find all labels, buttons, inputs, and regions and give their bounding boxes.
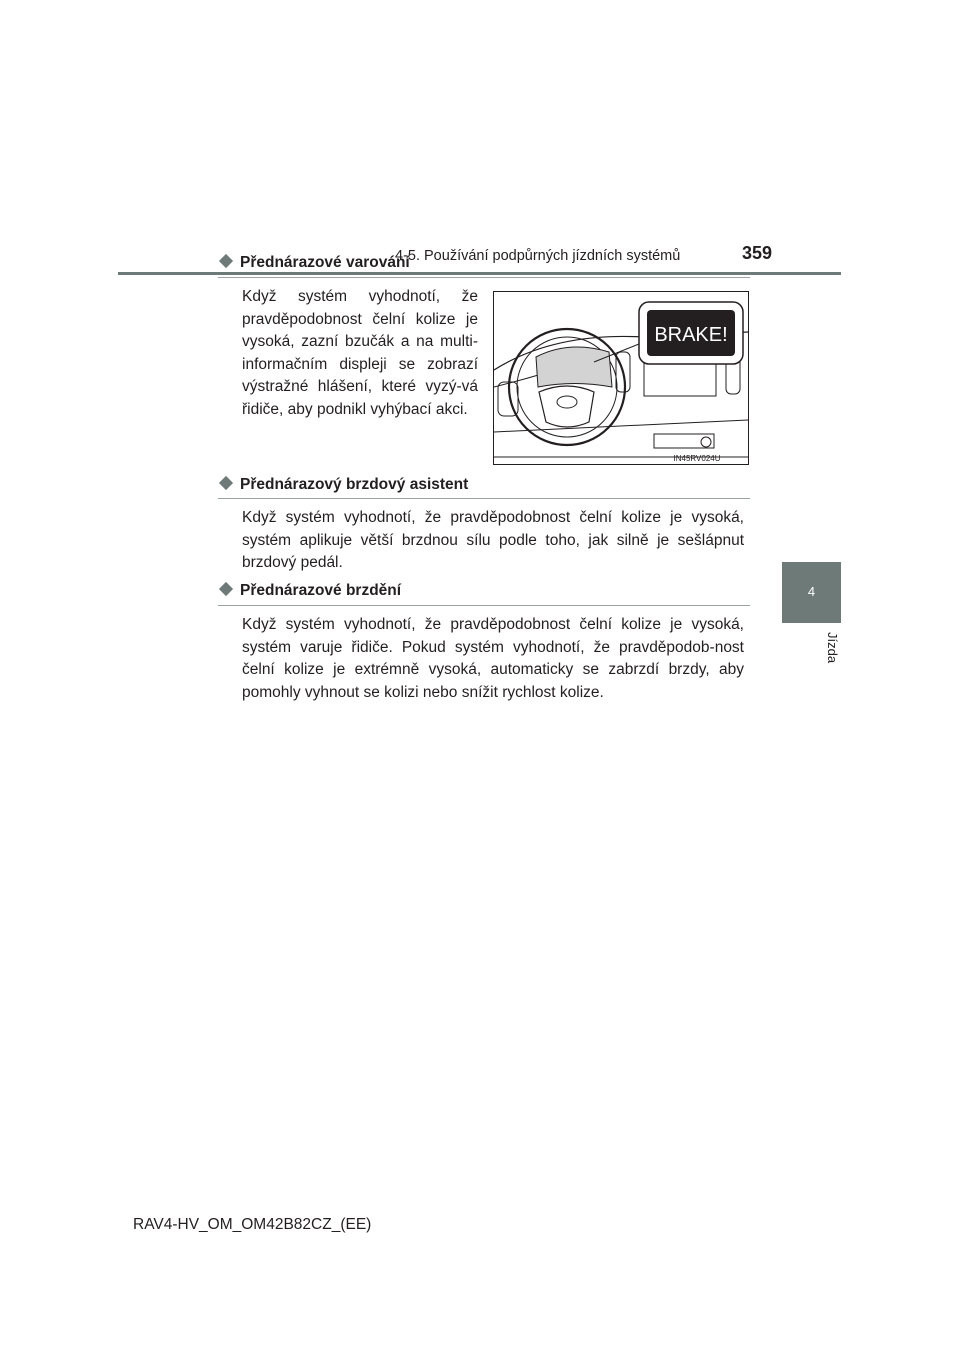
section-heading-text: Přednárazové brzdění bbox=[240, 582, 402, 599]
section-divider bbox=[218, 498, 750, 499]
section-body-pre-collision-braking: Když systém vyhodnotí, že pravděpodobnost čelní kolize je vysoká, systém varuje řidiče. Pokud systém vyhodnotí, že pravděpodob-nost čelní kolize je extrémně vysoká, automaticky se zabrzdí brzdy, aby pomohly vyhnout se kolizi nebo snížit rychlost kolize. bbox=[242, 616, 744, 701]
section-divider bbox=[218, 277, 750, 278]
section-heading-pre-collision-warning bbox=[218, 254, 410, 272]
page-number: 359 bbox=[742, 243, 773, 263]
diamond-bullet-icon bbox=[219, 476, 233, 490]
brake-warning-message: BRAKE! bbox=[654, 324, 728, 346]
section-divider bbox=[218, 605, 750, 606]
chapter-number: 4 bbox=[807, 584, 816, 599]
document-code: RAV4-HV_OM_OM42B82CZ_(EE) bbox=[133, 1216, 372, 1233]
section-heading-pre-collision-braking bbox=[218, 582, 401, 600]
chapter-label: Jízda bbox=[825, 632, 840, 664]
running-header-title: 4-5. Používání podpůrných jízdních systémů bbox=[395, 248, 681, 264]
figure-code: IN45RV024U bbox=[673, 454, 721, 463]
section-heading-text: Přednárazové varování bbox=[240, 254, 410, 271]
section-heading-text: Přednárazový brzdový asistent bbox=[240, 476, 469, 493]
dashboard-drawing bbox=[494, 292, 748, 464]
header-divider bbox=[118, 272, 841, 275]
section-body-brake-assist: Když systém vyhodnotí, že pravděpodobnost čelní kolize je vysoká, systém aplikuje větší brzdnou sílu podle toho, jak silně je sešlápnut brzdový pedál. bbox=[242, 509, 744, 572]
chapter-tab bbox=[782, 562, 841, 623]
dashboard-illustration bbox=[493, 291, 749, 465]
section-body-pre-collision-warning: Když systém vyhodnotí, že pravděpodobnost čelní kolize je vysoká, zazní bzučák a na multi-informačním displeji se zobrazí výstražné hlášení, které vyzý-vá řidiče, aby podnikl vyhýbací akci. bbox=[242, 288, 478, 418]
section-heading-brake-assist bbox=[218, 476, 468, 494]
diamond-bullet-icon bbox=[219, 582, 233, 596]
diamond-bullet-icon bbox=[219, 254, 233, 268]
